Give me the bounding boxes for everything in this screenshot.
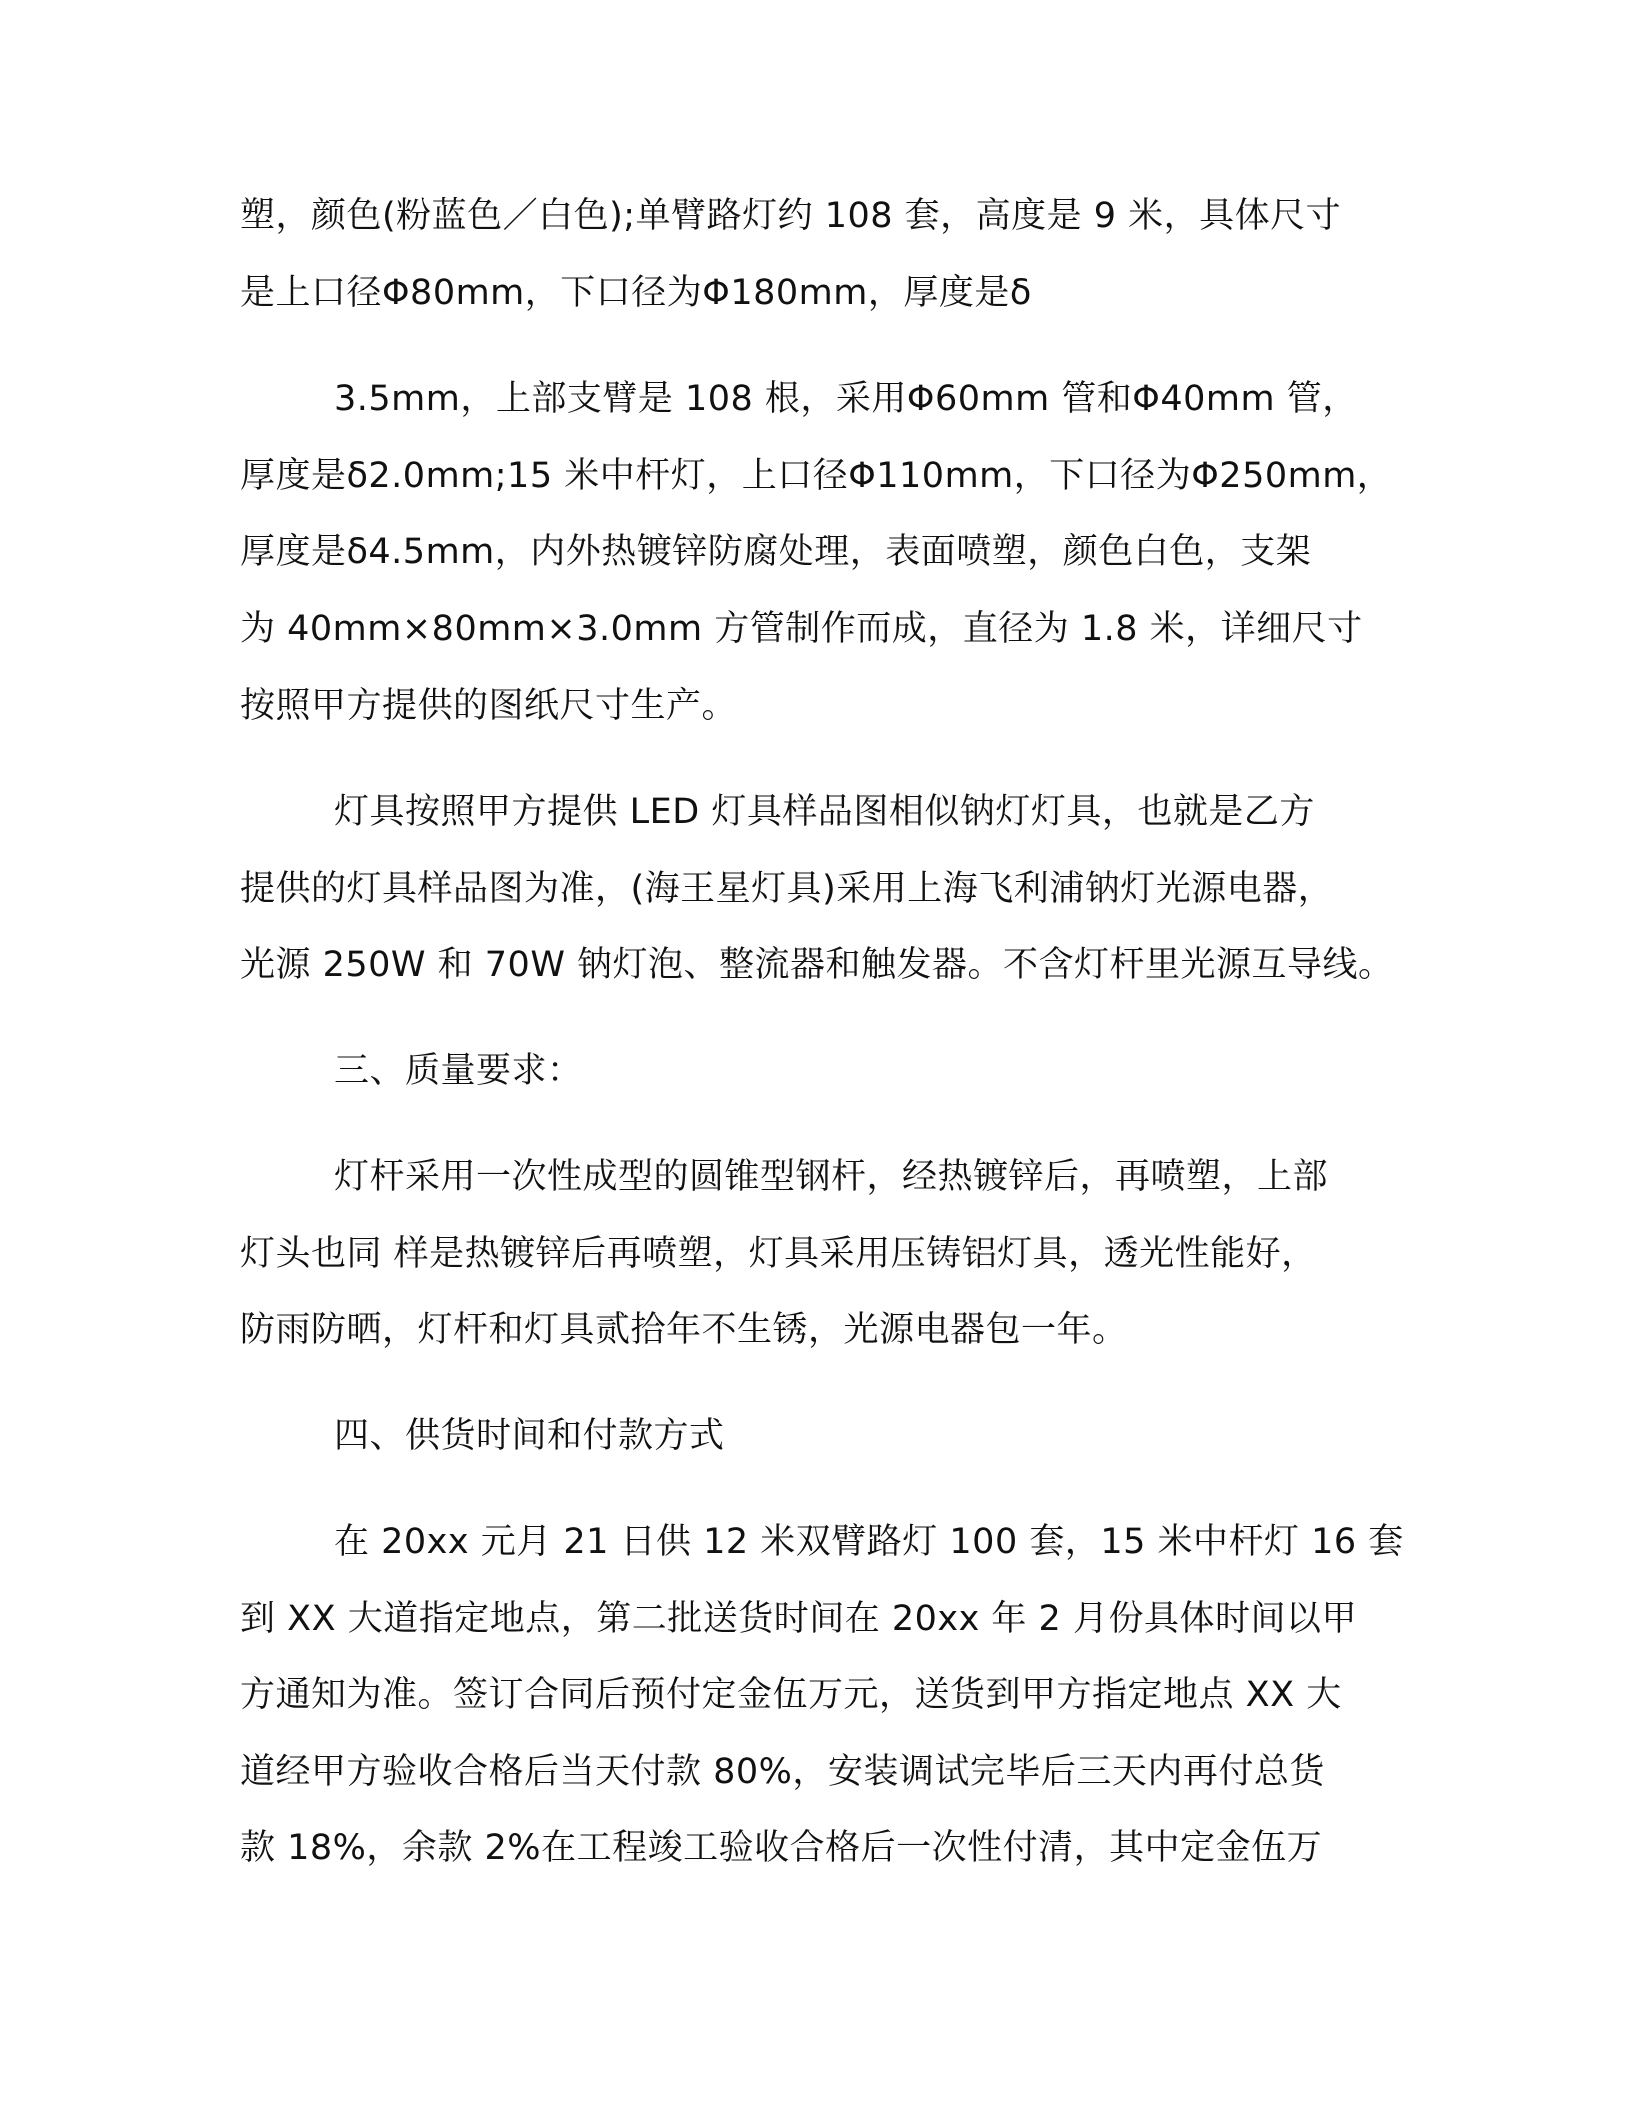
text-line: 按照甲方提供的图纸尺寸生产。: [240, 686, 738, 726]
text-line: 灯具按照甲方提供 LED 灯具样品图相似钠灯灯具，也就是乙方: [334, 792, 1315, 832]
text-line: 道经甲方验收合格后当天付款 80%，安装调试完毕后三天内再付总货: [240, 1752, 1325, 1792]
text-line: 是上口径Φ80mm，下口径为Φ180mm，厚度是δ: [240, 273, 1032, 313]
text-line: 防雨防晒，灯杆和灯具贰拾年不生锈，光源电器包一年。: [240, 1310, 1128, 1350]
text-line: 光源 250W 和 70W 钠灯泡、整流器和触发器。不含灯杆里光源互导线。: [240, 945, 1394, 985]
text-line: 提供的灯具样品图为准，(海王星灯具)采用上海飞利浦钠灯光源电器，: [240, 869, 1334, 909]
section-heading: 四、供货时间和付款方式: [334, 1416, 725, 1456]
text-line: 3.5mm，上部支臂是 108 根，采用Φ60mm 管和Φ40mm 管，: [334, 379, 1358, 419]
text-line: 款 18%，余款 2%在工程竣工验收合格后一次性付清，其中定金伍万: [240, 1828, 1323, 1868]
text-line: 厚度是δ4.5mm，内外热镀锌防腐处理，表面喷塑，颜色白色，支架: [240, 532, 1312, 572]
text-line: 为 40mm×80mm×3.0mm 方管制作而成，直径为 1.8 米，详细尺寸: [240, 609, 1363, 649]
text-line: 灯杆采用一次性成型的圆锥型钢杆，经热镀锌后，再喷塑，上部: [334, 1157, 1329, 1197]
section-heading: 三、质量要求：: [334, 1051, 583, 1091]
text-line: 方通知为准。签订合同后预付定金伍万元，送货到甲方指定地点 XX 大: [240, 1675, 1342, 1715]
text-line: 厚度是δ2.0mm;15 米中杆灯，上口径Φ110mm，下口径为Φ250mm，: [240, 456, 1393, 496]
text-line: 在 20xx 元月 21 日供 12 米双臂路灯 100 套，15 米中杆灯 16 套: [334, 1522, 1404, 1562]
text-line: 塑，颜色(粉蓝色／白色);单臂路灯约 108 套，高度是 9 米，具体尺寸: [240, 196, 1342, 236]
text-line: 灯头也同 样是热镀锌后再喷塑，灯具采用压铸铝灯具，透光性能好，: [240, 1234, 1317, 1274]
text-line: 到 XX 大道指定地点，第二批送货时间在 20xx 年 2 月份具体时间以甲: [240, 1599, 1357, 1639]
